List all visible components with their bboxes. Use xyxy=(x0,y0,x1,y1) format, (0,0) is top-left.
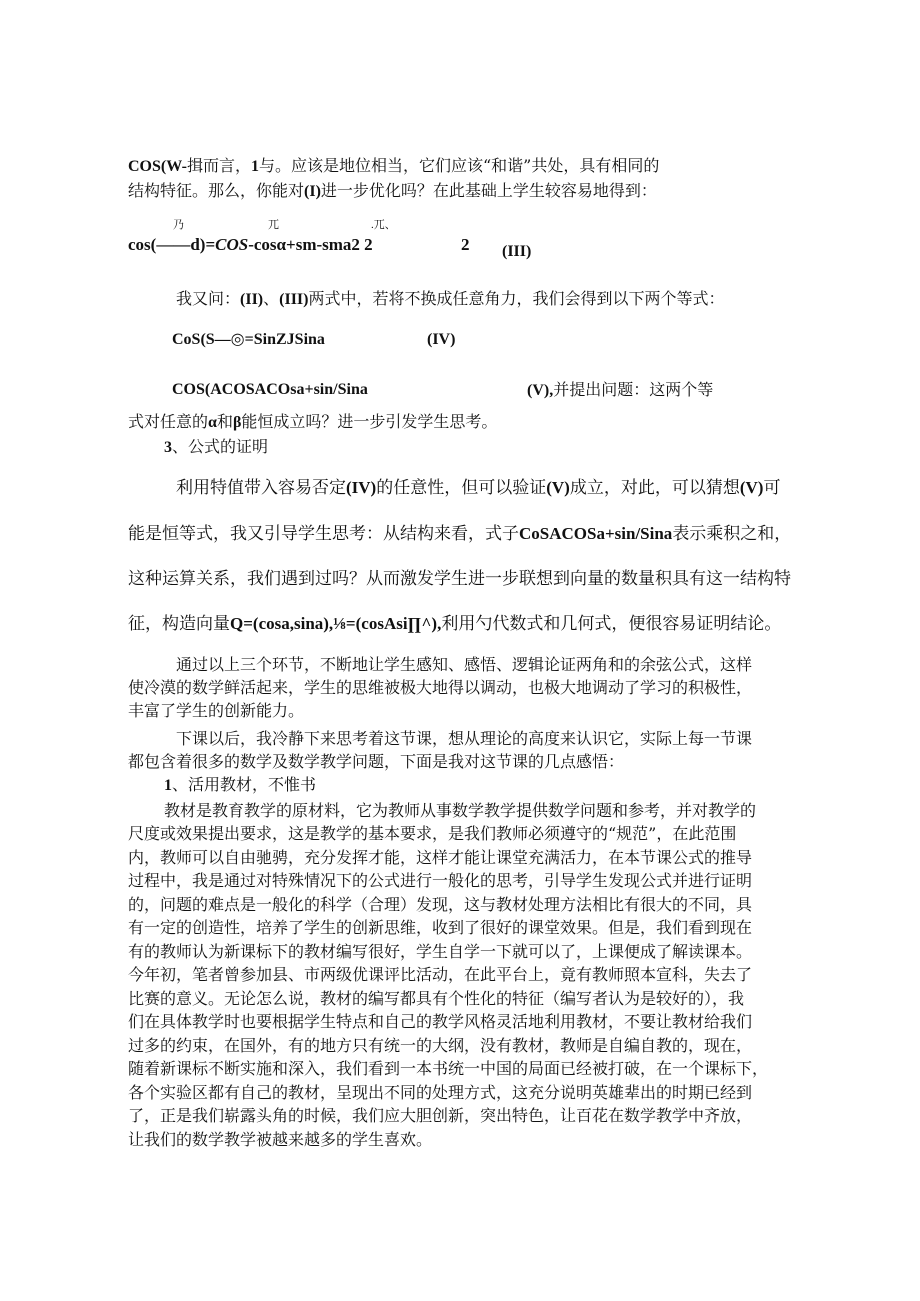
text-line-ask xyxy=(176,289,725,310)
text-fragment: 并提出问题：这两个等 xyxy=(553,380,714,399)
formula-superscript: 兀 xyxy=(268,219,279,231)
equation-ref: (V) xyxy=(739,478,764,497)
para3-line: 了，正是我们崭露头角的时候，我们应大胆创新，突出特色，让百花在数学教学中齐放， xyxy=(128,1106,753,1125)
formula-iii-two: 2 xyxy=(461,235,470,254)
heading-number: 3 xyxy=(164,439,172,456)
formula-v-label-line xyxy=(527,380,713,401)
proof-line-2 xyxy=(128,524,791,544)
para2-line: 下课以后，我冷静下来思考着这节课，想从理论的高度来认识它，实际上每一节课 xyxy=(176,729,753,748)
para3-line: 过多的约束，在国外，有的地方只有统一的大纲，没有教材，教师是自编自教的，现在， xyxy=(128,1036,753,1055)
equation-ref: (V), xyxy=(527,382,554,399)
text-line-2 xyxy=(128,181,657,202)
text-fragment: 可 xyxy=(763,478,781,498)
formula-fragment: COS(W- xyxy=(128,158,187,175)
para1-line: 使冷漠的数学鲜活起来，学生的思维被极大地得以调动，也极大地调动了学习的积极性， xyxy=(128,678,753,697)
equation-ref: (II) xyxy=(240,291,264,308)
formula-superscript: 乃 xyxy=(173,219,184,231)
text-fragment: 和 xyxy=(216,412,233,431)
formula-inline: Q=(cosa,sina),⅛=(cosAsi∏^), xyxy=(230,614,442,633)
equation-ref: (I) xyxy=(304,183,321,200)
greek-beta: β xyxy=(232,414,242,431)
text-fragment: 结构特征。那么，你能对 xyxy=(128,181,305,200)
text-fragment: 利用特值带入容易否定 xyxy=(176,478,346,498)
proof-line-1 xyxy=(176,478,780,498)
text-fragment: 的任意性，但可以验证 xyxy=(376,478,547,498)
text-fragment: 我又问： xyxy=(176,289,241,308)
para3-line: 有的教师认为新课标下的教材编写很好，学生自学一下就可以了，上课便成了解读课本。 xyxy=(128,942,753,961)
section-heading-1 xyxy=(164,775,316,796)
formula-superscript: .兀、 xyxy=(371,219,396,231)
formula-part: COS xyxy=(215,235,249,254)
proof-line-3: 这种运算关系，我们遇到过吗？从而激发学生进一步联想到向量的数量积具有这一结构特 xyxy=(128,569,791,589)
text-fragment: 能是恒等式，我又引导学生思考：从结构来看，式子 xyxy=(128,524,519,544)
formula-iii xyxy=(128,235,373,255)
heading-text: 、公式的证明 xyxy=(172,437,269,456)
text-fragment: 征，构造向量 xyxy=(128,614,230,634)
text-fragment: 表示乘积之和， xyxy=(672,524,792,544)
formula-inline: CoSACOSa+sin/Sina xyxy=(519,524,673,543)
formula-v: COS(ACOSACOsa+sin/Sina xyxy=(172,381,368,398)
text-fragment: 利用勺代数式和几何式，便很容易证明结论。 xyxy=(441,614,782,634)
equation-ref: (V) xyxy=(546,478,570,497)
text-fragment: 与。应该是地位相当，它们应该“和谐”共处，具有相同的 xyxy=(258,156,660,175)
heading-number: 1 xyxy=(164,777,172,794)
para1-line: 丰富了学生的创新能力。 xyxy=(128,701,305,720)
equation-ref: (III) xyxy=(279,291,309,308)
para3-line: 们在具体教学时也要根据学生特点和自己的教学风格灵活地利用教材，不要让教材给我们 xyxy=(128,1012,753,1031)
text-fragment: 能恒成立吗？进一步引发学生思考。 xyxy=(241,412,498,431)
para3-line: 让我们的数学教学被越来越多的学生喜欢。 xyxy=(128,1130,433,1149)
greek-alpha: α xyxy=(208,414,217,431)
para1-line: 通过以上三个环节，不断地让学生感知、感悟、逻辑论证两角和的余弦公式，这样 xyxy=(176,655,753,674)
para2-line: 都包含着很多的数学及数学教学问题，下面是我对这节课的几点感悟： xyxy=(128,752,625,771)
text-fragment: 、 xyxy=(263,289,280,308)
formula-part: cos(——d)= xyxy=(128,235,216,254)
para3-line: 教材是教育教学的原材料，它为教师从事数学教学提供数学问题和参考，并对教学的 xyxy=(164,801,757,820)
para3-line: 过程中，我是通过对特殊情况下的公式进行一般化的思考，引导学生发现公式并进行证明 xyxy=(128,871,753,890)
formula-iv-label: (IV) xyxy=(427,331,456,348)
text-fragment: 式对任意的 xyxy=(128,412,209,431)
para3-line: 的，问题的难点是一般化的科学（合理）发现，这与教材处理方法相比有很大的不同，具 xyxy=(128,895,753,914)
text-fragment: 进一步优化吗？在此基础上学生较容易地得到： xyxy=(320,181,657,200)
equation-ref: (IV) xyxy=(346,478,377,497)
number-fragment: 1 xyxy=(250,158,259,175)
para3-line: 内，教师可以自由驰骋，充分发挥才能，这样才能让课堂充满活力，在本节课公式的推导 xyxy=(128,848,753,867)
section-heading-3 xyxy=(164,437,268,458)
formula-iv: CoS(S—◎=SinZJSina xyxy=(172,331,325,348)
text-line-1 xyxy=(128,156,659,177)
text-fragment: 成立，对此，可以猜想 xyxy=(569,478,740,498)
para3-line: 尺度或效果提出要求，这是教学的基本要求，是我们教师必须遵守的“规范”，在此范围 xyxy=(128,824,737,843)
proof-line-4 xyxy=(128,614,781,634)
para3-line: 比赛的意义。无论怎么说，教材的编写都具有个性化的特征（编写者认为是较好的），我 xyxy=(128,989,745,1008)
text-fragment: 两式中，若将不换成任意角力，我们会得到以下两个等式： xyxy=(308,289,725,308)
para3-line: 各个实验区都有自己的教材，呈现出不同的处理方式，这充分说明英雄辈出的时期已经到 xyxy=(128,1083,753,1102)
heading-text: 、活用教材，不惟书 xyxy=(172,775,317,794)
para3-line: 有一定的创造性，培养了学生的创新思维，收到了很好的课堂效果。但是，我们看到现在 xyxy=(128,918,753,937)
text-line-cont xyxy=(128,412,497,433)
para3-line: 今年初，笔者曾参加县、市两级优课评比活动，在此平台上，竟有教师照本宣科，失去了 xyxy=(128,965,753,984)
text-fragment: 揖而言， xyxy=(186,156,251,175)
formula-part: -cosα+sm-sma2 2 xyxy=(248,235,373,254)
formula-iii-label: (III) xyxy=(502,243,532,260)
para3-line: 随着新课标不断实施和深入，我们看到一本书统一中国的局面已经被打破，在一个课标下， xyxy=(128,1059,769,1078)
